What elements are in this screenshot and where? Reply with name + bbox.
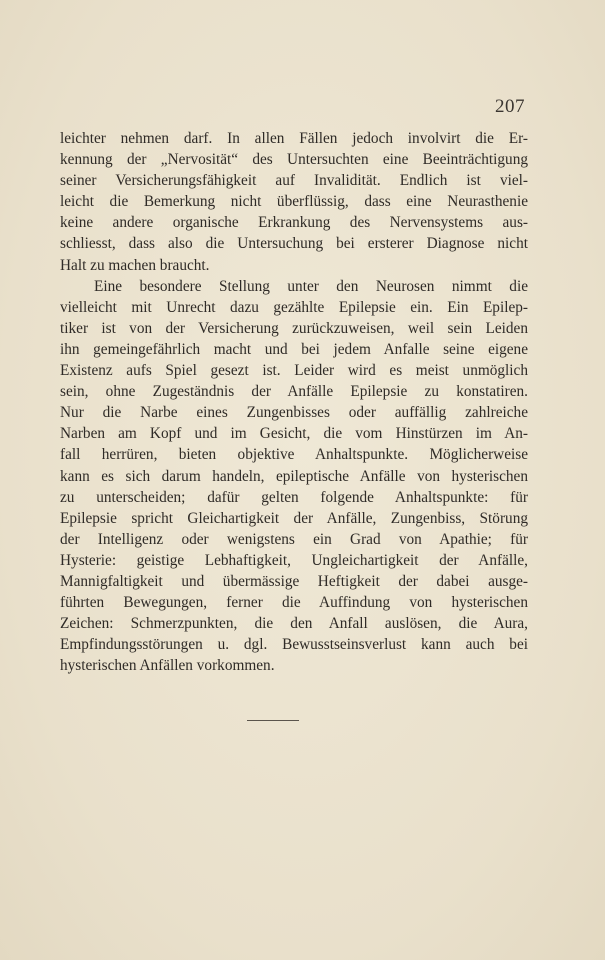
page-number: 207	[495, 96, 525, 117]
text-line: hysterischen Anfällen vorkommen.	[60, 657, 275, 675]
text-line: leichter nehmen darf. In allen Fällen jedoch involvirt die Er-	[60, 130, 528, 147]
text-line: zu unterscheiden; dafür gelten folgende Anhaltspunkte: für	[60, 488, 528, 506]
text-line: Existenz aufs Spiel gesezt ist. Leider wird es meist unmöglich	[60, 362, 528, 380]
text-line: sein, ohne Zugeständnis der Anfälle Epilepsie zu konstatiren.	[60, 383, 528, 401]
text-line: Empfindungsstörungen u. dgl. Bewusstseinsverlust kann auch bei	[60, 636, 528, 654]
text-line: keine andere organische Erkrankung des Nervensystems aus-	[60, 214, 528, 232]
text-line: kann es sich darum handeln, epileptische Anfälle von hysterischen	[60, 467, 528, 485]
text-line: Narben am Kopf und im Gesicht, die vom Hinstürzen im An-	[60, 425, 528, 443]
text-line: Epilepsie spricht Gleichartigkeit der Anfälle, Zungenbiss, Störung	[60, 509, 528, 527]
text-line: Nur die Narbe eines Zungenbisses oder auffällig zahlreiche	[60, 404, 528, 422]
text-line: Hysterie: geistige Lebhaftigkeit, Ungleichartigkeit der Anfälle,	[60, 551, 528, 569]
section-divider	[247, 720, 299, 721]
text-line: tiker ist von der Versicherung zurückzuweisen, weil sein Leiden	[60, 319, 528, 337]
text-line: Zeichen: Schmerzpunkten, die den Anfall auslösen, die Aura,	[60, 615, 528, 633]
text-line: ihn gemeingefährlich macht und bei jedem Anfalle seine eigene	[60, 340, 528, 358]
text-line: fall herrüren, bieten objektive Anhaltspunkte. Möglicherweise	[60, 446, 528, 464]
body-text	[60, 128, 528, 676]
text-line: kennung der „Nervosität“ des Untersuchten eine Beeinträchtigung	[60, 151, 528, 169]
text-line: vielleicht mit Unrecht dazu gezählte Epilepsie ein. Ein Epilep-	[60, 298, 528, 316]
paragraph-first-line: Eine besondere Stellung unter den Neurosen nimmt die	[94, 277, 528, 295]
text-line: Mannigfaltigkeit und übermässige Heftigkeit der dabei ausge-	[60, 572, 528, 590]
text-line: schliesst, dass also die Untersuchung bei ersterer Diagnose nicht	[60, 235, 528, 253]
text-line: seiner Versicherungsfähigkeit auf Invalidität. Endlich ist viel-	[60, 172, 528, 190]
text-line: leicht die Bemerkung nicht überflüssig, dass eine Neurasthenie	[60, 193, 528, 211]
text-line: Halt zu machen braucht.	[60, 256, 210, 274]
text-line: führten Bewegungen, ferner die Auffindung von hysterischen	[60, 594, 528, 612]
text-line: der Intelligenz oder wenigstens ein Grad von Apathie; für	[60, 530, 528, 548]
